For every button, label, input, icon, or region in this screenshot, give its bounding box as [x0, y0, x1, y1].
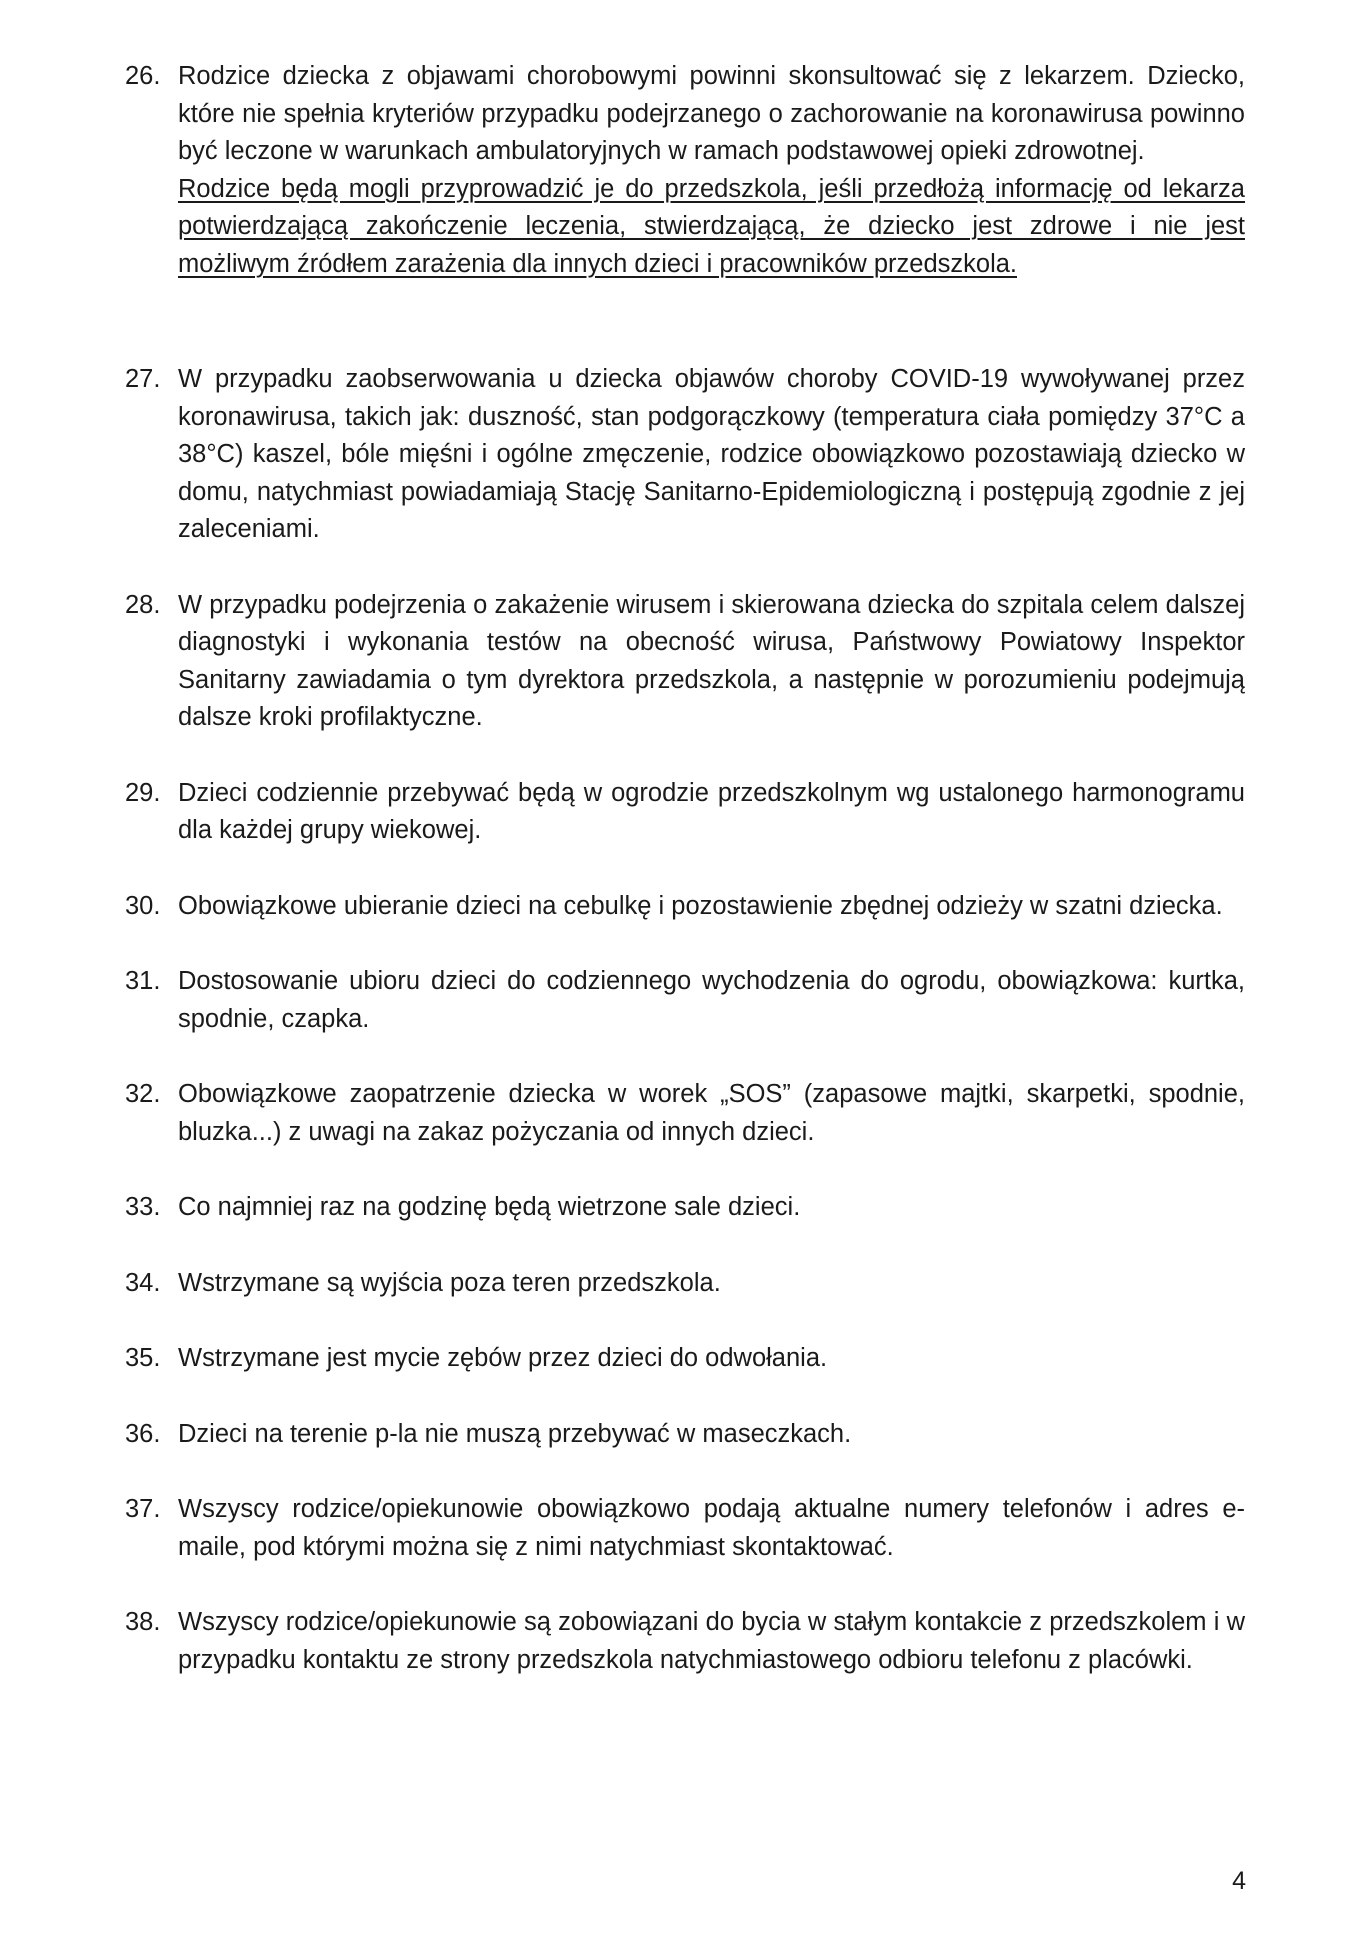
item-text: W przypadku zaobserwowania u dziecka objawów choroby COVID-19 wywoływanej przez koronawirusa, takich jak: duszność, stan podgorączkowy (temperatura ciała pomiędzy 37°C a 38°C) kaszel, bóle mięśni i ogólne zmęczenie, rodzice obowiązkowo pozostawiają dziecko w domu, natychmiast powiadamiają Stację Sanitarno-Epidemiologiczną i postępują zgodnie z jej zaleceniami. [178, 365, 1245, 543]
item-text: Wszyscy rodzice/opiekunowie są zobowiązani do bycia w stałym kontakcie z przedszkolem i w przypadku kontaktu ze strony przedszkola natychmiastowego odbioru telefonu z placówki. [178, 1608, 1245, 1674]
list-item-27 [125, 361, 1245, 549]
list-item-38 [125, 1604, 1245, 1679]
item-text: Wstrzymane jest mycie zębów przez dzieci do odwołania. [178, 1344, 828, 1372]
item-number: 38. [125, 1608, 161, 1636]
list-item-34 [125, 1265, 1245, 1303]
item-number: 32. [125, 1080, 161, 1108]
item-text: Dzieci na terenie p-la nie muszą przebywać w maseczkach. [178, 1419, 852, 1448]
item-text: Wstrzymane są wyjścia poza teren przedszkola. [178, 1268, 721, 1297]
item-number: 26. [125, 62, 161, 90]
item-number: 27. [125, 365, 161, 393]
item-text: Wszyscy rodzice/opiekunowie obowiązkowo podają aktualne numery telefonów i adres e-maile, pod którymi można się z nimi natychmiast skontaktować. [178, 1495, 1245, 1561]
item-text: Co najmniej raz na godzinę będą wietrzone sale dzieci. [178, 1193, 801, 1221]
item-body [178, 58, 1245, 283]
item-underlined-text: Rodzice będą mogli przyprowadzić je do przedszkola, jeśli przedłożą informację od lekarza potwierdzającą zakończenie leczenia, stwierdzającą, że dziecko jest zdrowe i nie jest możliwym źródłem zarażenia dla innych dzieci i pracowników przedszkola. [178, 174, 1245, 278]
page-number: 4 [1232, 1867, 1246, 1895]
list-item-28 [125, 587, 1245, 737]
item-number: 34. [125, 1268, 161, 1297]
list-item-26 [125, 58, 1245, 283]
item-number: 33. [125, 1193, 161, 1221]
item-number: 30. [125, 891, 161, 920]
item-text: Obowiązkowe ubieranie dzieci na cebulkę i pozostawienie zbędnej odzieży w szatni dziecka. [178, 891, 1223, 920]
item-text: Dzieci codziennie przebywać będą w ogrodzie przedszkolnym wg ustalonego harmonogramu dla każdej grupy wiekowej. [178, 778, 1245, 844]
item-text: Obowiązkowe zaopatrzenie dziecka w worek „SOS” (zapasowe majtki, skarpetki, spodnie, bluzka...) z uwagi na zakaz pożyczania od innych dzieci. [178, 1080, 1245, 1146]
list-item-31 [125, 963, 1245, 1038]
item-number: 35. [125, 1344, 161, 1372]
item-text: W przypadku podejrzenia o zakażenie wirusem i skierowana dziecka do szpitala celem dalszej diagnostyki i wykonania testów na obecność wirusa, Państwowy Powiatowy Inspektor Sanitarny zawiadamia o tym dyrektora przedszkola, a następnie w porozumieniu podejmują dalsze kroki profilaktyczne. [178, 590, 1245, 731]
numbered-list [125, 58, 1245, 1717]
list-item-37 [125, 1491, 1245, 1566]
item-number: 28. [125, 590, 161, 619]
item-text: Rodzice dziecka z objawami chorobowymi powinni skonsultować się z lekarzem. Dziecko, które nie spełnia kryteriów przypadku podejrzanego o zachorowanie na koronawirusa powinno być leczone w warunkach ambulatoryjnych w ramach podstawowej opieki zdrowotnej. [178, 62, 1245, 165]
list-item-30 [125, 888, 1245, 926]
item-number: 29. [125, 778, 161, 807]
item-number: 36. [125, 1419, 161, 1448]
list-item-29 [125, 775, 1245, 850]
list-item-32 [125, 1076, 1245, 1151]
list-item-35 [125, 1340, 1245, 1378]
item-text: Dostosowanie ubioru dzieci do codziennego wychodzenia do ogrodu, obowiązkowa: kurtka, spodnie, czapka. [178, 967, 1245, 1033]
item-number: 37. [125, 1495, 161, 1523]
item-number: 31. [125, 967, 161, 995]
list-item-33 [125, 1189, 1245, 1227]
list-item-36 [125, 1416, 1245, 1454]
